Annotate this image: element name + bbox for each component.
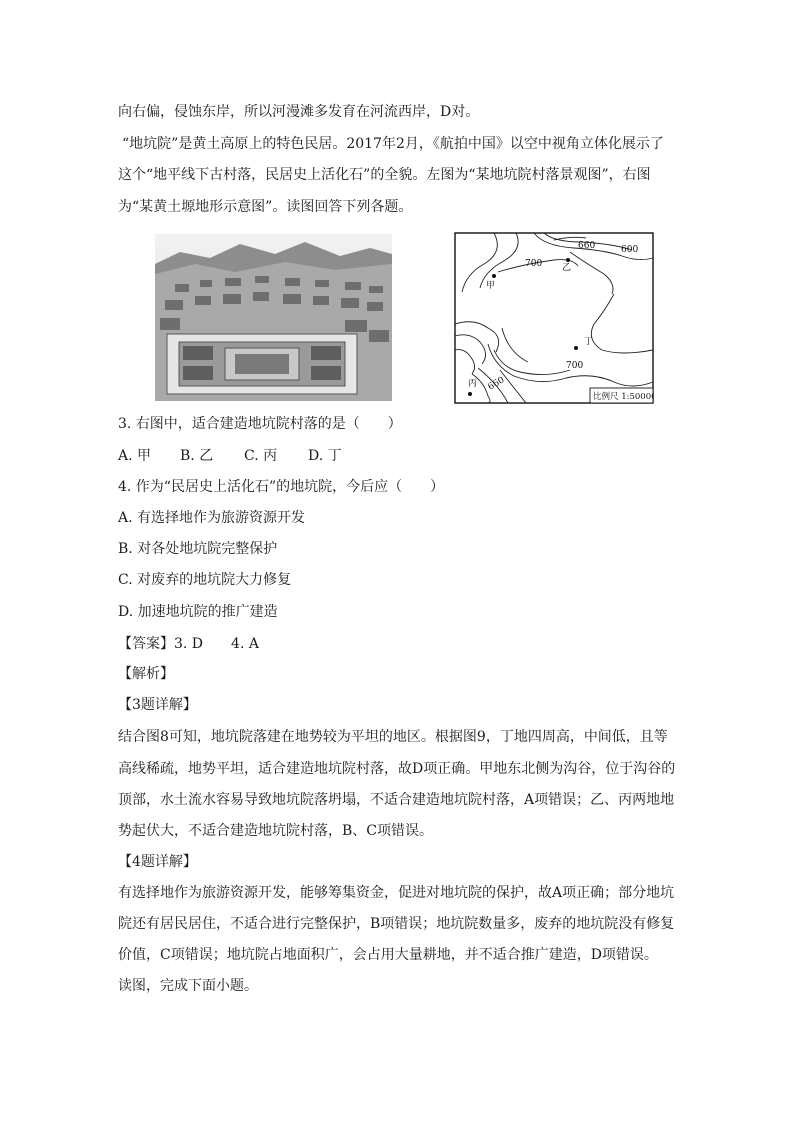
paragraph-line: 为“某黄土塬地形示意图”。读图回答下列各题。 bbox=[118, 199, 413, 215]
svg-text:甲: 甲 bbox=[486, 281, 496, 291]
answer-line: 【答案】3. D 4. A bbox=[118, 636, 259, 652]
option-b: B. 对各处地坑院完整保护 bbox=[118, 541, 278, 557]
svg-text:丁: 丁 bbox=[584, 337, 594, 347]
detail-3-line: 结合图8可知，地坑院落建在地势较为平坦的地区。根据图9，丁地四周高，中间低，且等 bbox=[118, 729, 668, 745]
detail-4-line: 价值，C项错误；地坑院占地面积广，会占用大量耕地，并不适合推广建造，D项错误。 bbox=[118, 947, 658, 963]
svg-text:660: 660 bbox=[578, 241, 596, 251]
village-landscape-photo bbox=[155, 234, 392, 401]
svg-text:乙: 乙 bbox=[562, 263, 572, 273]
analysis-heading: 【解析】 bbox=[118, 666, 174, 682]
closing-line: 读图，完成下面小题。 bbox=[118, 978, 258, 994]
detail-3-line: 势起伏大，不适合建造地坑院村落，B、C项错误。 bbox=[118, 823, 433, 839]
svg-text:660: 660 bbox=[486, 375, 507, 393]
svg-text:比例尺 1:50000: 比例尺 1:50000 bbox=[593, 392, 654, 402]
option-b: B. 乙 bbox=[180, 448, 214, 464]
paragraph-line: “地坑院”是黄土高原上的特色民居。2017年2月，《航拍中国》以空中视角立体化展示了 bbox=[122, 136, 664, 152]
detail-3-line: 高线稀疏，地势平坦，适合建造地坑院村落，故D项正确。甲地东北侧为沟谷，位于沟谷的 bbox=[118, 761, 676, 777]
svg-text:600: 600 bbox=[621, 245, 639, 255]
question-4-stem: 4. 作为“民居史上活化石”的地坑院，今后应（ ） bbox=[118, 479, 445, 495]
option-a: A. 甲 bbox=[118, 448, 152, 464]
question-3-stem: 3. 右图中，适合建造地坑院村落的是（ ） bbox=[118, 416, 402, 432]
option-d: D. 丁 bbox=[308, 448, 342, 464]
option-d: D. 加速地坑院的推广建造 bbox=[118, 604, 278, 620]
paragraph-line: 这个“地平线下古村落，民居史上活化石”的全貌。左图为“某地坑院村落景观图”，右图 bbox=[118, 167, 651, 183]
detail-3-line: 顶部，水土流水容易导致地坑院落坍塌，不适合建造地坑院村落，A项错误；乙、丙两地地 bbox=[118, 792, 675, 808]
svg-text:700: 700 bbox=[525, 259, 543, 269]
svg-text:丙: 丙 bbox=[468, 379, 478, 389]
detail-4-heading: 【4题详解】 bbox=[118, 854, 197, 870]
detail-4-line: 院还有居民居住，不适合进行完整保护，B项错误；地坑院数量多，废弃的地坑院没有修复 bbox=[118, 916, 675, 932]
svg-text:700: 700 bbox=[566, 361, 584, 371]
option-c: C. 对废弃的地坑院大力修复 bbox=[118, 572, 292, 588]
detail-4-line: 有选择地作为旅游资源开发，能够筹集资金，促进对地坑院的保护，故A项正确；部分地坑 bbox=[118, 885, 675, 901]
question-3-options bbox=[118, 446, 342, 466]
detail-3-heading: 【3题详解】 bbox=[118, 697, 197, 713]
option-a: A. 有选择地作为旅游资源开发 bbox=[118, 510, 306, 526]
contour-map bbox=[454, 232, 654, 404]
paragraph-line: 向右偏，侵蚀东岸，所以河漫滩多发育在河流西岸，D对。 bbox=[118, 104, 480, 120]
option-c: C. 丙 bbox=[244, 448, 278, 464]
